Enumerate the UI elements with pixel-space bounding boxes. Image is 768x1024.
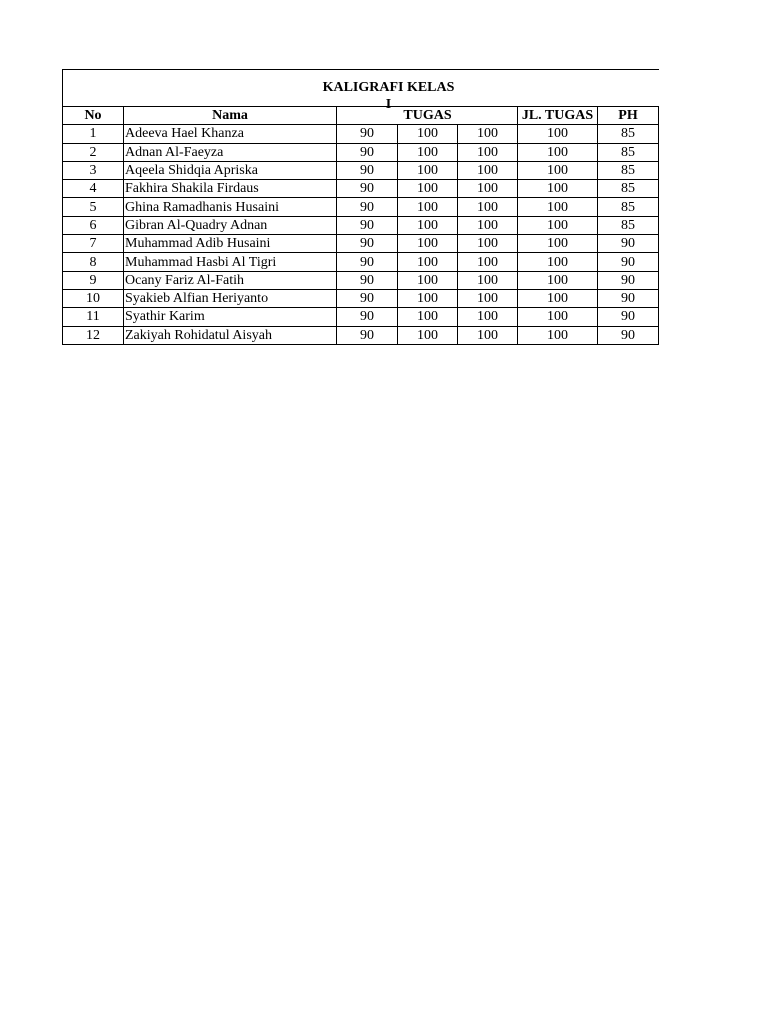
header-tugas: TUGAS	[398, 107, 458, 125]
cell-no: 10	[63, 289, 124, 307]
cell-ph: 90	[598, 289, 659, 307]
cell-jl-tugas: 100	[518, 308, 598, 326]
cell-tugas-3: 100	[458, 180, 518, 198]
table-row	[63, 289, 659, 307]
cell-tugas-1: 90	[337, 180, 398, 198]
cell-tugas-3: 100	[458, 198, 518, 216]
table-row	[63, 308, 659, 326]
cell-tugas-1: 90	[337, 198, 398, 216]
header-nama: Nama	[124, 107, 337, 125]
cell-tugas-2: 100	[398, 253, 458, 271]
cell-tugas-2: 100	[398, 271, 458, 289]
cell-jl-tugas: 100	[518, 235, 598, 253]
cell-tugas-2: 100	[398, 289, 458, 307]
cell-tugas-2: 100	[398, 216, 458, 234]
cell-tugas-3: 100	[458, 308, 518, 326]
cell-ph: 90	[598, 235, 659, 253]
cell-ph: 90	[598, 271, 659, 289]
cell-no: 5	[63, 198, 124, 216]
cell-no: 4	[63, 180, 124, 198]
cell-jl-tugas: 100	[518, 216, 598, 234]
cell-tugas-2: 100	[398, 198, 458, 216]
cell-no: 2	[63, 143, 124, 161]
cell-nama: Gibran Al-Quadry Adnan	[124, 216, 337, 234]
cell-no: 6	[63, 216, 124, 234]
cell-tugas-2: 100	[398, 161, 458, 179]
cell-tugas-2: 100	[398, 180, 458, 198]
cell-jl-tugas: 100	[518, 253, 598, 271]
cell-no: 12	[63, 326, 124, 344]
table-row	[63, 253, 659, 271]
cell-tugas-2: 100	[398, 235, 458, 253]
cell-tugas-1: 90	[337, 216, 398, 234]
cell-ph: 85	[598, 180, 659, 198]
cell-tugas-1: 90	[337, 308, 398, 326]
cell-tugas-3: 100	[458, 216, 518, 234]
cell-jl-tugas: 100	[518, 161, 598, 179]
cell-no: 7	[63, 235, 124, 253]
cell-tugas-2: 100	[398, 308, 458, 326]
table-row	[63, 198, 659, 216]
cell-no: 11	[63, 308, 124, 326]
cell-tugas-3: 100	[458, 289, 518, 307]
cell-nama: Syathir Karim	[124, 308, 337, 326]
cell-tugas-2: 100	[398, 125, 458, 143]
cell-ph: 85	[598, 161, 659, 179]
cell-tugas-1: 90	[337, 125, 398, 143]
cell-nama: Zakiyah Rohidatul Aisyah	[124, 326, 337, 344]
cell-tugas-2: 100	[398, 143, 458, 161]
cell-nama: Aqeela Shidqia Apriska	[124, 161, 337, 179]
cell-tugas-3: 100	[458, 271, 518, 289]
cell-ph: 90	[598, 326, 659, 344]
sheet-title: KALIGRAFI KELAS I	[322, 80, 455, 112]
cell-nama: Ghina Ramadhanis Husaini	[124, 198, 337, 216]
table-row	[63, 180, 659, 198]
header-no: No	[63, 107, 124, 125]
cell-nama: Muhammad Hasbi Al Tigri	[124, 253, 337, 271]
cell-no: 8	[63, 253, 124, 271]
cell-nama: Ocany Fariz Al-Fatih	[124, 271, 337, 289]
cell-tugas-1: 90	[337, 289, 398, 307]
table-row	[63, 161, 659, 179]
cell-tugas-2: 100	[398, 326, 458, 344]
cell-tugas-3: 100	[458, 326, 518, 344]
cell-ph: 85	[598, 216, 659, 234]
cell-tugas-3: 100	[458, 143, 518, 161]
cell-nama: Syakieb Alfian Heriyanto	[124, 289, 337, 307]
cell-tugas-1: 90	[337, 326, 398, 344]
cell-jl-tugas: 100	[518, 180, 598, 198]
header-ph: PH	[598, 107, 659, 125]
cell-ph: 85	[598, 143, 659, 161]
cell-tugas-1: 90	[337, 253, 398, 271]
table-row	[63, 326, 659, 344]
cell-ph: 85	[598, 125, 659, 143]
table-row	[63, 271, 659, 289]
cell-tugas-3: 100	[458, 235, 518, 253]
cell-tugas-3: 100	[458, 125, 518, 143]
cell-tugas-1: 90	[337, 271, 398, 289]
cell-no: 1	[63, 125, 124, 143]
cell-nama: Fakhira Shakila Firdaus	[124, 180, 337, 198]
cell-tugas-3: 100	[458, 161, 518, 179]
cell-tugas-1: 90	[337, 161, 398, 179]
cell-jl-tugas: 100	[518, 198, 598, 216]
cell-jl-tugas: 100	[518, 271, 598, 289]
cell-tugas-1: 90	[337, 143, 398, 161]
cell-ph: 90	[598, 308, 659, 326]
cell-jl-tugas: 100	[518, 143, 598, 161]
cell-ph: 85	[598, 198, 659, 216]
table-row	[63, 143, 659, 161]
table-row	[63, 125, 659, 143]
table-row	[63, 216, 659, 234]
cell-jl-tugas: 100	[518, 289, 598, 307]
cell-no: 3	[63, 161, 124, 179]
table-row	[63, 235, 659, 253]
cell-nama: Muhammad Adib Husaini	[124, 235, 337, 253]
header-jl-tugas: JL. TUGAS	[518, 107, 598, 125]
cell-jl-tugas: 100	[518, 326, 598, 344]
cell-no: 9	[63, 271, 124, 289]
cell-tugas-3: 100	[458, 253, 518, 271]
cell-nama: Adnan Al-Faeyza	[124, 143, 337, 161]
cell-nama: Adeeva Hael Khanza	[124, 125, 337, 143]
cell-ph: 90	[598, 253, 659, 271]
cell-tugas-1: 90	[337, 235, 398, 253]
cell-jl-tugas: 100	[518, 125, 598, 143]
